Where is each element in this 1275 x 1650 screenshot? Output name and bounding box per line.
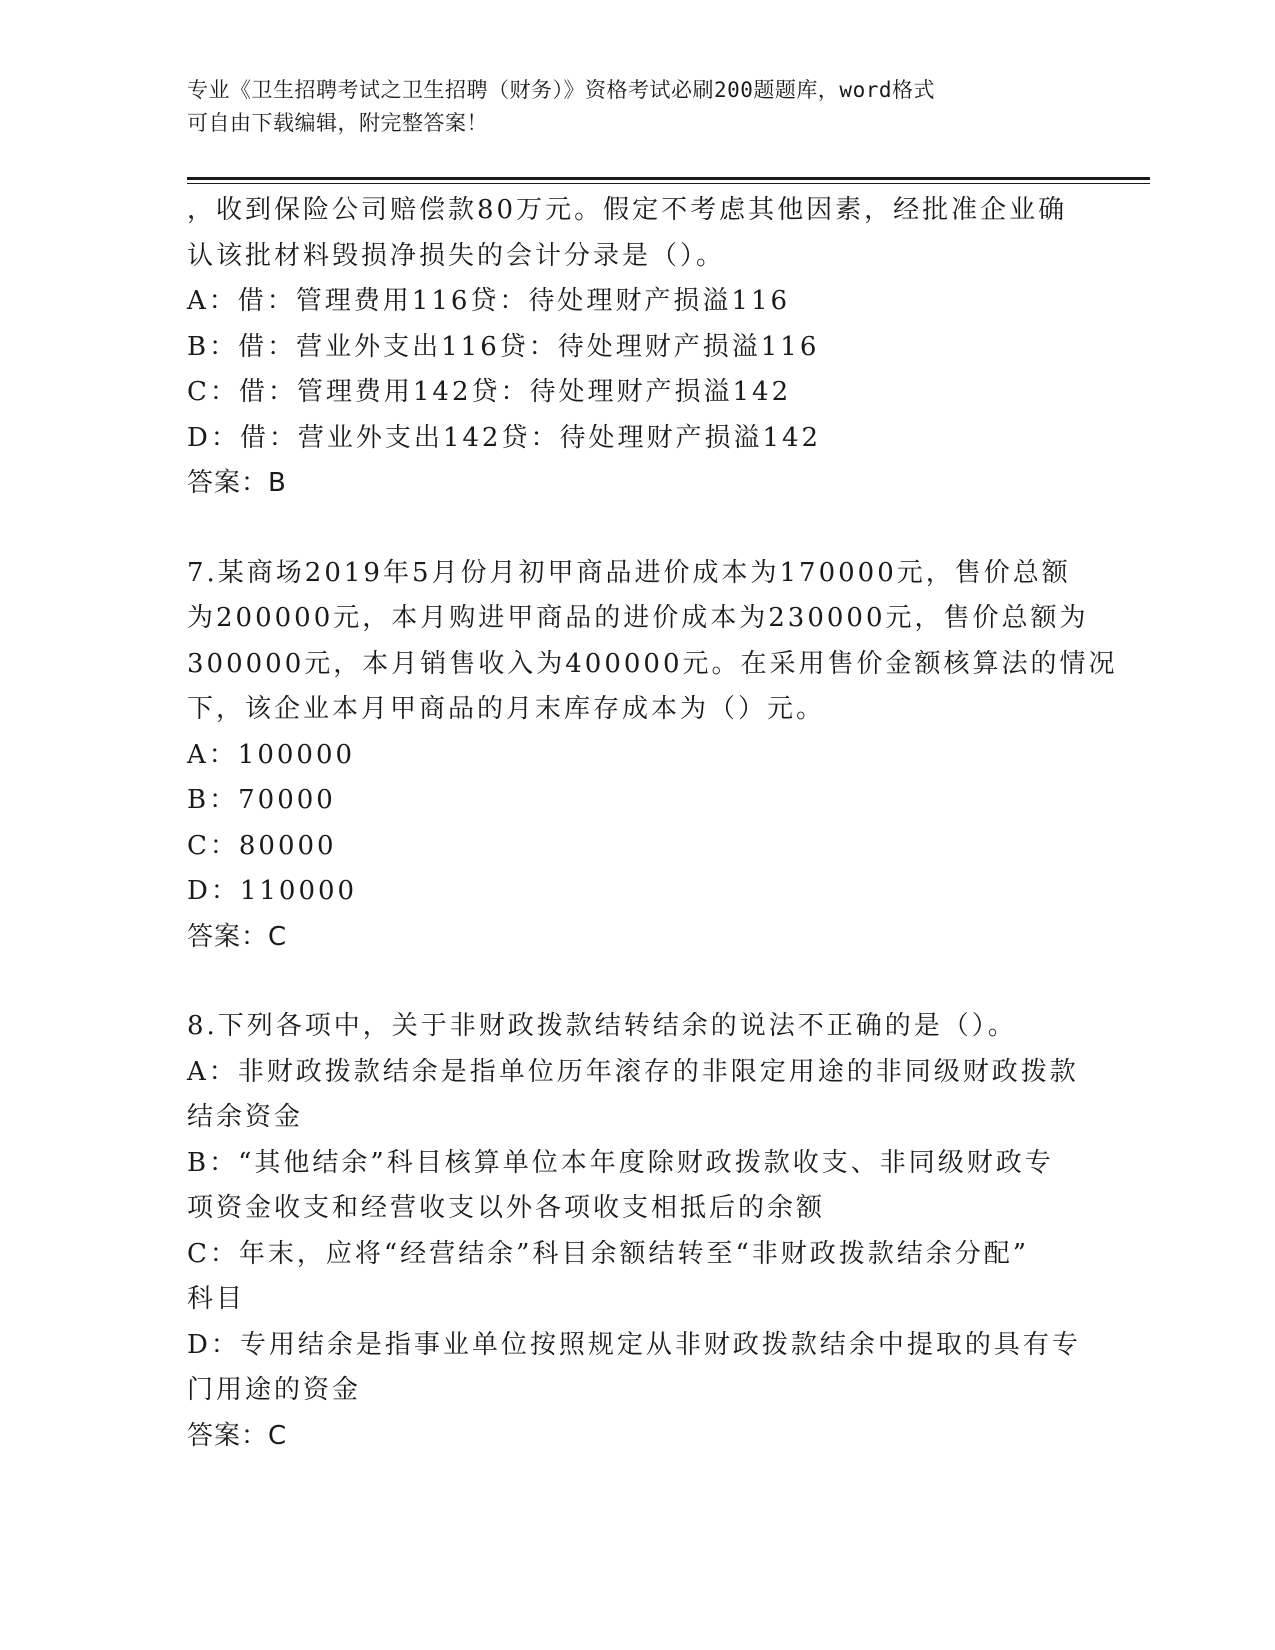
option-b: B：“其他结余”科目核算单位本年度除财政拨款收支、非同级财政专 [187, 1147, 1054, 1178]
question-stem-line: 下，该企业本月甲商品的月末库存成本为（）元。 [187, 694, 826, 724]
answer-line: 答案：B [187, 468, 287, 498]
question-spacer [187, 960, 1087, 1004]
question-8 [187, 1004, 1087, 1459]
question-stem-line: 8.下列各项中，关于非财政拨款结转结余的说法不正确的是（）。 [187, 1011, 1017, 1041]
option-b: B：借：营业外支出116贷：待处理财产损溢116 [187, 331, 820, 362]
option-d-continued: 门用途的资金 [187, 1375, 362, 1405]
option-c: C：80000 [187, 830, 337, 861]
document-header [187, 74, 1087, 140]
question-stem-line: 300000元，本月销售收入为400000元。在采用售价金额核算法的情况 [187, 648, 1118, 679]
question-stem-line: 为200000元，本月购进甲商品的进价成本为230000元，售价总额为 [187, 603, 1089, 633]
header-title-line-2: 可自由下载编辑，附完整答案！ [187, 111, 488, 135]
option-a: A：借：管理费用116贷：待处理财产损溢116 [187, 286, 791, 316]
question-7 [187, 551, 1118, 961]
option-a: A：非财政拨款结余是指单位历年滚存的非限定用途的非同级财政拨款 [187, 1056, 1079, 1087]
question-spacer [187, 507, 1087, 551]
answer-line: 答案：C [187, 1420, 288, 1451]
question-6 [187, 188, 1087, 507]
answer-line: 答案：C [187, 921, 288, 952]
option-c-continued: 科目 [187, 1284, 246, 1314]
question-stem-line: 7.某商场2019年5月份月初甲商品进价成本为170000元，售价总额 [187, 557, 1071, 588]
option-c: C：借：管理费用142贷：待处理财产损溢142 [187, 377, 792, 407]
option-b-continued: 项资金收支和经营收支以外各项收支相抵后的余额 [187, 1193, 826, 1223]
option-c: C：年末，应将“经营结余”科目余额结转至“非财政拨款结余分配” [187, 1238, 1030, 1269]
question-stem-line: 认该批材料毁损净损失的会计分录是（）。 [187, 240, 726, 271]
header-divider-thin [187, 183, 1150, 184]
option-b: B：70000 [187, 785, 336, 815]
header-divider-thick [187, 177, 1150, 180]
document-body [187, 188, 1118, 1459]
option-d: D：110000 [187, 876, 358, 906]
option-d: D：借：营业外支出142贷：待处理财产损溢142 [187, 422, 822, 453]
option-a: A：100000 [187, 739, 356, 770]
option-a-continued: 结余资金 [187, 1102, 304, 1132]
option-d: D：专用结余是指事业单位按照规定从非财政拨款结余中提取的具有专 [187, 1329, 1081, 1360]
header-title-line-1: 专业《卫生招聘考试之卫生招聘（财务）》资格考试必刷200题题库，word格式 [187, 78, 935, 102]
question-stem-line: ，收到保险公司赔偿款80万元。假定不考虑其他因素，经批准企业确 [187, 195, 1068, 225]
